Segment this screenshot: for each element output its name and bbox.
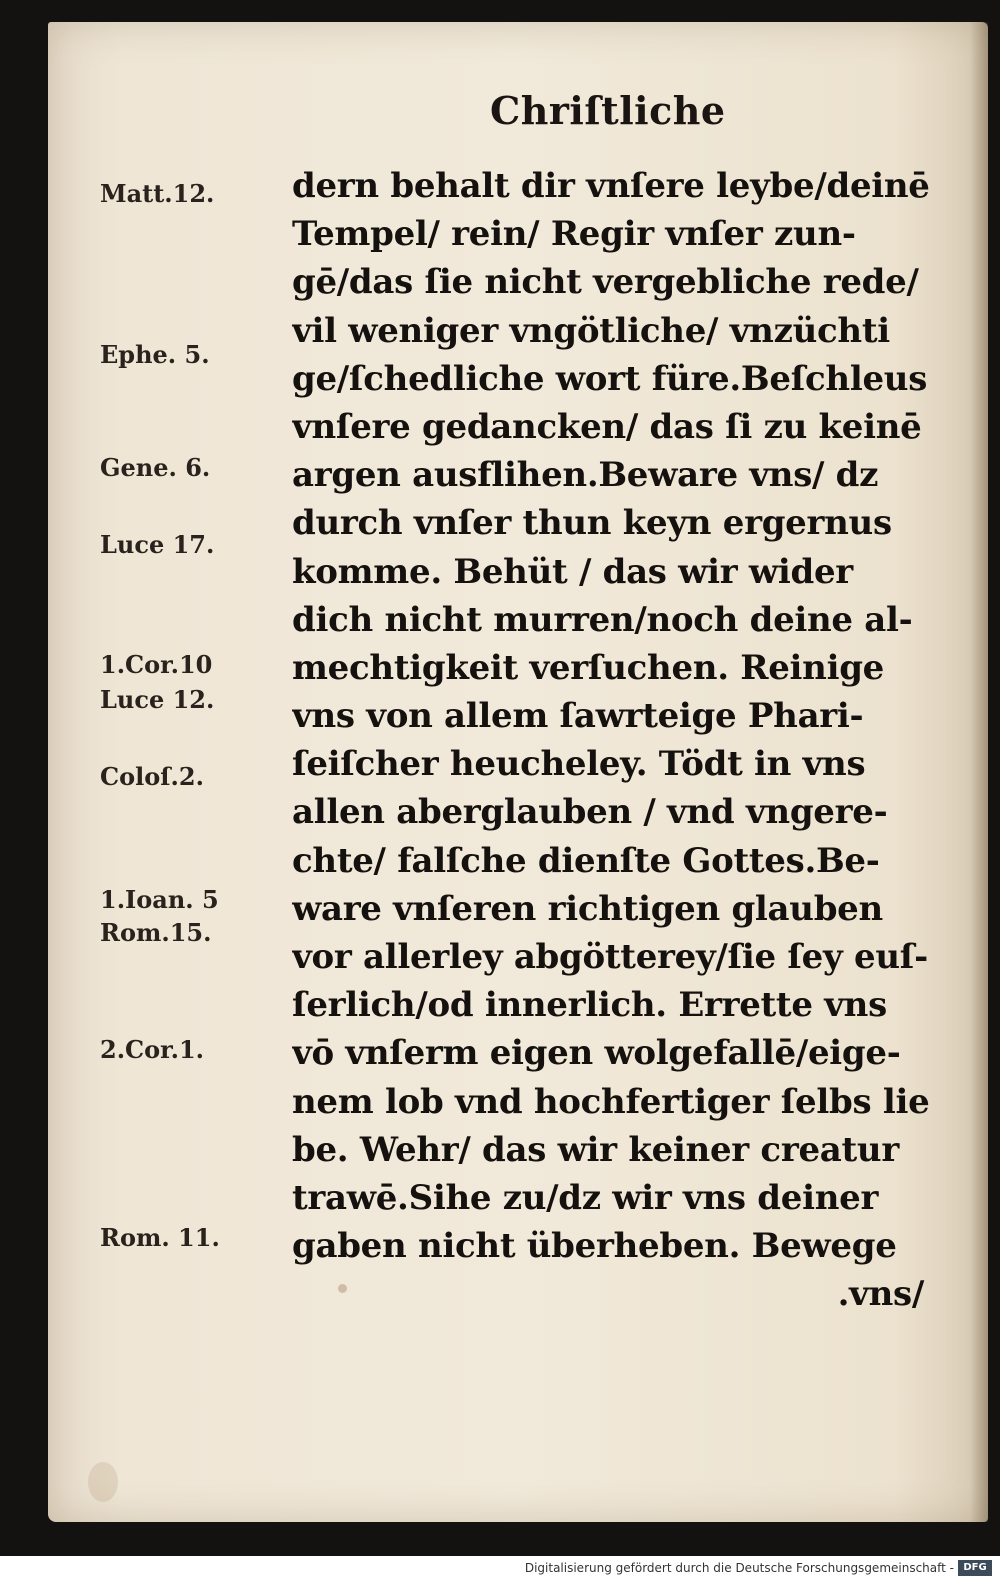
text-line: vns von allem ſawrteige Phari- (292, 696, 864, 737)
text-line: ge/ſchedliche wort füre.Beſchleus (292, 358, 928, 399)
margin-note: Luce 12. (100, 685, 215, 714)
margin-note: 1.Cor.10 (100, 650, 213, 679)
text-line: be. Wehr/ das wir keiner creatur (292, 1129, 899, 1170)
margin-note: 1.Ioan. 5 (100, 885, 219, 914)
text-line: vor allerley abgötterey/ſie ſey euſ- (292, 937, 928, 977)
text-line: gē/das ſie nicht vergebliche rede/ (292, 262, 919, 303)
text-line: komme. Behüt / das wir wider (292, 551, 853, 592)
funding-credit: Digitalisierung gefördert durch die Deutsche Forschungsgemeinschaft - (524, 1561, 954, 1575)
margin-note: Matt.12. (100, 179, 215, 208)
margin-note: Coloſ.2. (100, 762, 204, 791)
margin-note: Ephe. 5. (100, 340, 210, 369)
text-line: durch vnſer thun keyn ergernus (292, 503, 892, 544)
margin-note: Gene. 6. (100, 453, 211, 482)
text-line: trawē.Sihe zu/dz wir vns deiner (292, 1177, 879, 1218)
page-edge-shadow (970, 22, 988, 1522)
text-line: vnſere gedancken/ das ſi zu keinē (292, 406, 922, 447)
text-line: ware vnſeren richtigen glauben (292, 888, 883, 929)
text-line: vil weniger vngötliche/ vnzüchti (292, 310, 890, 351)
paper-stain (88, 1462, 118, 1502)
running-head: Chriſtliche (490, 88, 726, 133)
text-line: dern behalt dir vnſere leybe/deinē (292, 166, 930, 206)
catchword: .vns/ (837, 1274, 924, 1315)
text-line: Tempel/ rein/ Regir vnſer zun- (292, 214, 856, 255)
text-line: mechtigkeit verſuchen. Reinige (292, 647, 885, 688)
text-line: allen aberglauben / vnd vngere- (292, 792, 888, 833)
text-line: nem lob vnd hochfertiger ſelbs lie (292, 1081, 930, 1122)
margin-note: Rom. 11. (100, 1223, 220, 1252)
text-line: argen ausflihen.Beware vns/ dz (292, 455, 879, 496)
text-line: ſeiſcher heucheley. Tödt in vns (292, 744, 866, 785)
text-line: dich nicht murren/noch deine al- (292, 599, 913, 640)
margin-note: Luce 17. (100, 530, 215, 559)
text-line: ſerlich/od innerlich. Errette vns (292, 985, 887, 1026)
text-line: vō vnſerm eigen wolgefallē/eige- (292, 1033, 901, 1074)
dfg-logo: DFG (958, 1560, 992, 1576)
text-line: gaben nicht überheben. Bewege (292, 1226, 897, 1267)
margin-note: Rom.15. (100, 918, 212, 947)
body-text (292, 162, 932, 1319)
text-line: chte/ falſche dienſte Gottes.Be- (292, 840, 880, 881)
margin-note: 2.Cor.1. (100, 1035, 205, 1064)
